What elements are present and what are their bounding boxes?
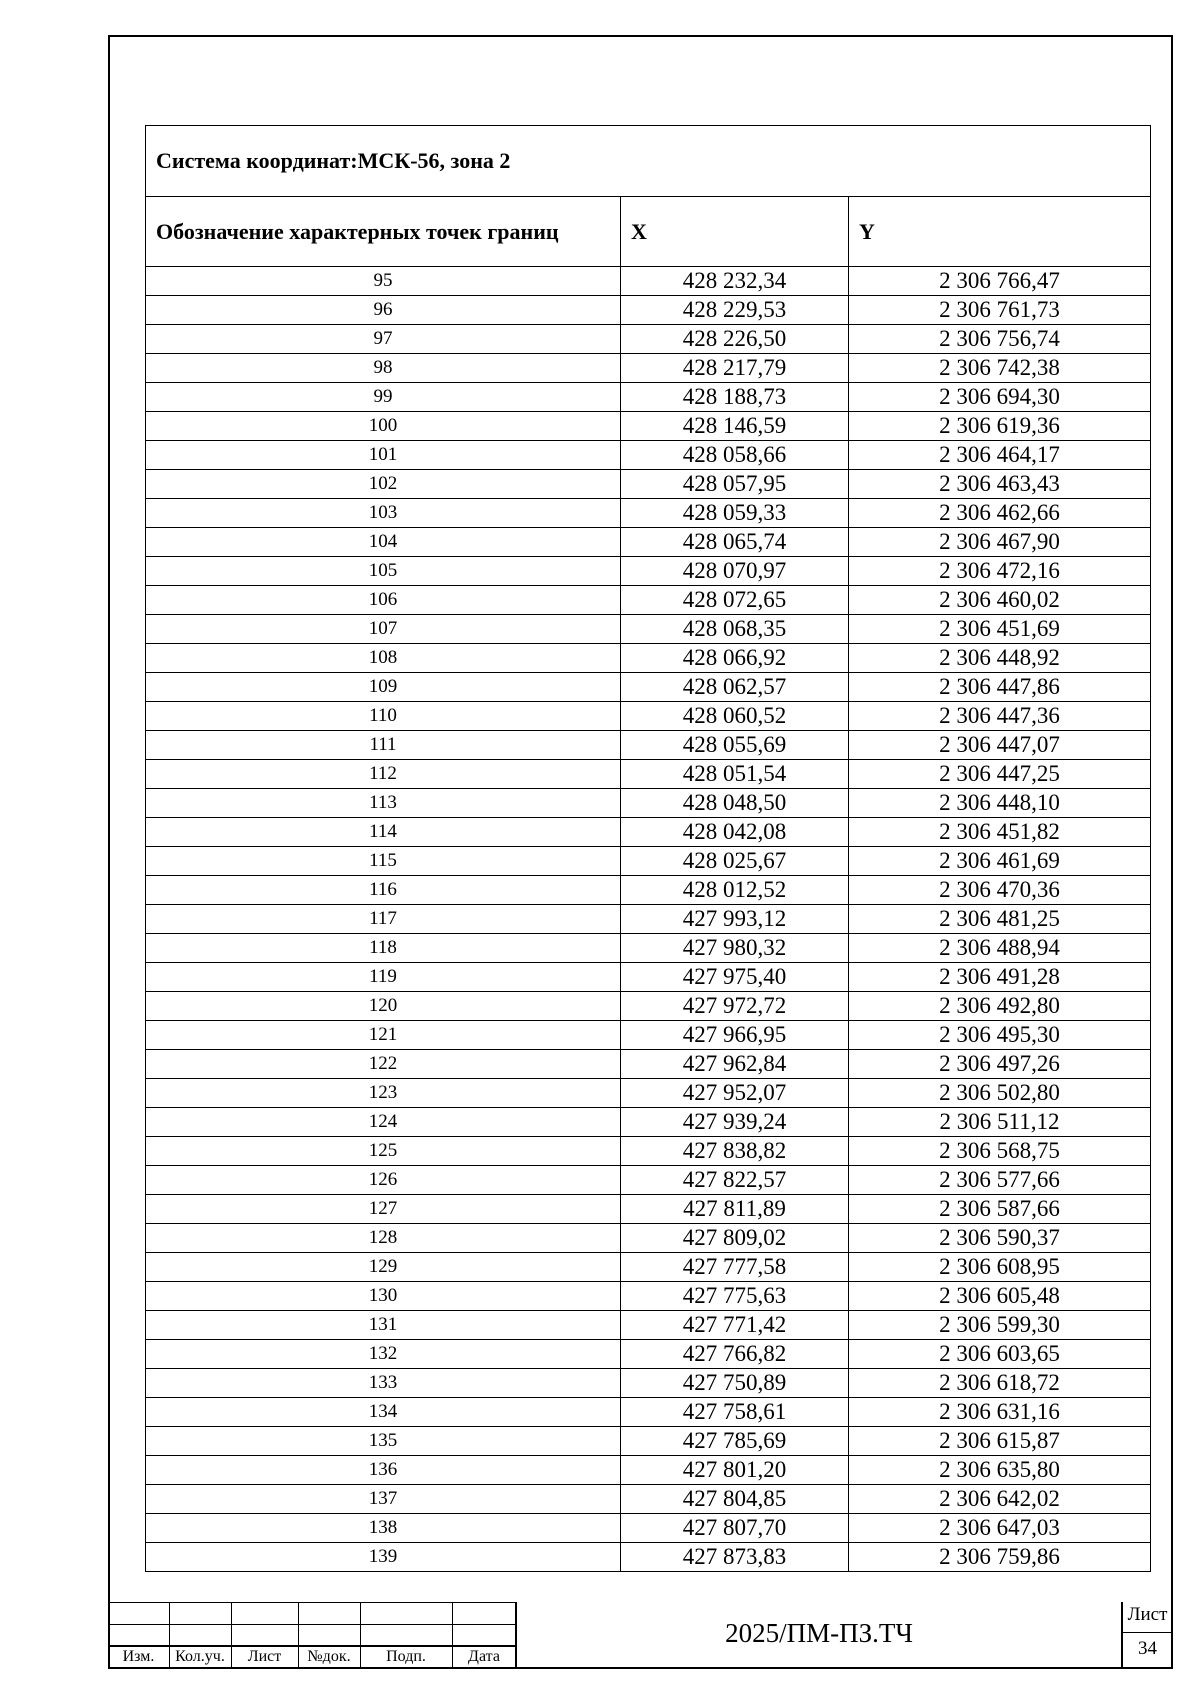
stamp-label-doc-number: №док.: [307, 1648, 351, 1665]
point-id-cell: 112: [146, 760, 621, 789]
point-id-cell: 138: [146, 1514, 621, 1543]
y-coordinate-cell: 2 306 742,38: [849, 354, 1151, 383]
sheet-number: 34: [1138, 1638, 1157, 1659]
x-coordinate-cell: 428 065,74: [621, 528, 849, 557]
point-id-cell: 136: [146, 1456, 621, 1485]
point-id-cell: 97: [146, 325, 621, 354]
y-coordinate-cell: 2 306 447,86: [849, 673, 1151, 702]
y-coordinate-cell: 2 306 647,03: [849, 1514, 1151, 1543]
table-row: [146, 963, 1151, 992]
table-row: [146, 818, 1151, 847]
point-id-cell: 119: [146, 963, 621, 992]
y-coordinate-cell: 2 306 603,65: [849, 1340, 1151, 1369]
x-coordinate-cell: 427 758,61: [621, 1398, 849, 1427]
table-row: [146, 789, 1151, 818]
y-coordinate-cell: 2 306 470,36: [849, 876, 1151, 905]
y-coordinate-cell: 2 306 461,69: [849, 847, 1151, 876]
table-row: [146, 325, 1151, 354]
point-id-cell: 123: [146, 1079, 621, 1108]
table-row: [146, 1282, 1151, 1311]
table-body: [146, 267, 1151, 1572]
point-id-cell: 95: [146, 267, 621, 296]
table-row: [146, 615, 1151, 644]
table-row: [146, 354, 1151, 383]
table-row: [146, 586, 1151, 615]
table-row: [146, 412, 1151, 441]
point-id-cell: 139: [146, 1543, 621, 1572]
point-id-cell: 131: [146, 1311, 621, 1340]
stamp-label-change: Изм.: [122, 1648, 155, 1665]
x-coordinate-cell: 428 051,54: [621, 760, 849, 789]
y-coordinate-cell: 2 306 759,86: [849, 1543, 1151, 1572]
point-id-cell: 105: [146, 557, 621, 586]
table-row: [146, 760, 1151, 789]
point-id-cell: 108: [146, 644, 621, 673]
table-row: [146, 267, 1151, 296]
y-coordinate-cell: 2 306 460,02: [849, 586, 1151, 615]
table-row: [146, 1340, 1151, 1369]
x-coordinate-cell: 427 838,82: [621, 1137, 849, 1166]
y-coordinate-cell: 2 306 590,37: [849, 1224, 1151, 1253]
x-coordinate-cell: 427 785,69: [621, 1427, 849, 1456]
point-id-cell: 110: [146, 702, 621, 731]
point-id-cell: 117: [146, 905, 621, 934]
y-coordinate-cell: 2 306 587,66: [849, 1195, 1151, 1224]
point-id-cell: 124: [146, 1108, 621, 1137]
x-coordinate-cell: 427 975,40: [621, 963, 849, 992]
point-id-cell: 102: [146, 470, 621, 499]
x-coordinate-cell: 428 232,34: [621, 267, 849, 296]
y-coordinate-cell: 2 306 631,16: [849, 1398, 1151, 1427]
y-coordinate-cell: 2 306 568,75: [849, 1137, 1151, 1166]
table-row: [146, 1166, 1151, 1195]
table-row: [146, 528, 1151, 557]
table-row: [146, 441, 1151, 470]
point-id-cell: 122: [146, 1050, 621, 1079]
y-coordinate-cell: 2 306 619,36: [849, 412, 1151, 441]
table-row: [146, 1311, 1151, 1340]
point-id-cell: 103: [146, 499, 621, 528]
x-coordinate-cell: 427 962,84: [621, 1050, 849, 1079]
x-coordinate-cell: 428 072,65: [621, 586, 849, 615]
point-id-cell: 134: [146, 1398, 621, 1427]
x-coordinate-cell: 428 066,92: [621, 644, 849, 673]
x-coordinate-cell: 427 766,82: [621, 1340, 849, 1369]
table-row: [146, 1427, 1151, 1456]
x-coordinate-cell: 428 229,53: [621, 296, 849, 325]
y-coordinate-cell: 2 306 511,12: [849, 1108, 1151, 1137]
y-coordinate-cell: 2 306 599,30: [849, 1311, 1151, 1340]
y-coordinate-cell: 2 306 488,94: [849, 934, 1151, 963]
x-coordinate-cell: 428 055,69: [621, 731, 849, 760]
y-coordinate-cell: 2 306 635,80: [849, 1456, 1151, 1485]
table-row: [146, 905, 1151, 934]
x-coordinate-cell: 427 777,58: [621, 1253, 849, 1282]
x-coordinate-cell: 427 939,24: [621, 1108, 849, 1137]
y-coordinate-cell: 2 306 451,82: [849, 818, 1151, 847]
table-row: [146, 1050, 1151, 1079]
point-id-cell: 99: [146, 383, 621, 412]
stamp-label-signature: Подп.: [386, 1648, 426, 1665]
point-id-cell: 121: [146, 1021, 621, 1050]
x-coordinate-cell: 428 025,67: [621, 847, 849, 876]
x-coordinate-cell: 427 993,12: [621, 905, 849, 934]
table-row: [146, 296, 1151, 325]
y-coordinate-cell: 2 306 608,95: [849, 1253, 1151, 1282]
x-coordinate-cell: 428 048,50: [621, 789, 849, 818]
y-coordinate-cell: 2 306 502,80: [849, 1079, 1151, 1108]
x-coordinate-cell: 427 775,63: [621, 1282, 849, 1311]
document-code: 2025/ПМ-ПЗ.ТЧ: [725, 1618, 913, 1648]
table-row: [146, 470, 1151, 499]
y-coordinate-cell: 2 306 497,26: [849, 1050, 1151, 1079]
y-coordinate-cell: 2 306 447,25: [849, 760, 1151, 789]
point-id-cell: 126: [146, 1166, 621, 1195]
x-coordinate-cell: 428 068,35: [621, 615, 849, 644]
point-id-cell: 106: [146, 586, 621, 615]
point-id-cell: 118: [146, 934, 621, 963]
table-row: [146, 702, 1151, 731]
x-coordinate-cell: 428 062,57: [621, 673, 849, 702]
x-coordinate-cell: 427 750,89: [621, 1369, 849, 1398]
title-block: [108, 1602, 1173, 1669]
x-coordinate-cell: 427 801,20: [621, 1456, 849, 1485]
x-coordinate-cell: 427 873,83: [621, 1543, 849, 1572]
y-coordinate-cell: 2 306 447,07: [849, 731, 1151, 760]
table-row: [146, 1108, 1151, 1137]
point-id-cell: 107: [146, 615, 621, 644]
table-row: [146, 1224, 1151, 1253]
point-id-cell: 116: [146, 876, 621, 905]
sheet-title: Лист: [1127, 1604, 1168, 1625]
y-coordinate-cell: 2 306 756,74: [849, 325, 1151, 354]
point-id-cell: 115: [146, 847, 621, 876]
x-coordinate-cell: 427 952,07: [621, 1079, 849, 1108]
y-coordinate-cell: 2 306 463,43: [849, 470, 1151, 499]
table-row: [146, 1021, 1151, 1050]
y-coordinate-cell: 2 306 766,47: [849, 267, 1151, 296]
x-coordinate-cell: 428 070,97: [621, 557, 849, 586]
x-coordinate-cell: 427 771,42: [621, 1311, 849, 1340]
x-coordinate-cell: 428 057,95: [621, 470, 849, 499]
y-coordinate-cell: 2 306 472,16: [849, 557, 1151, 586]
table-row: [146, 673, 1151, 702]
x-coordinate-cell: 427 972,72: [621, 992, 849, 1021]
y-coordinate-cell: 2 306 491,28: [849, 963, 1151, 992]
stamp-label-quantity: Кол.уч.: [175, 1648, 225, 1665]
x-coordinate-cell: 428 226,50: [621, 325, 849, 354]
table-row: [146, 847, 1151, 876]
point-id-cell: 114: [146, 818, 621, 847]
y-coordinate-cell: 2 306 492,80: [849, 992, 1151, 1021]
point-id-cell: 129: [146, 1253, 621, 1282]
point-id-cell: 113: [146, 789, 621, 818]
y-coordinate-cell: 2 306 605,48: [849, 1282, 1151, 1311]
coordinates-table: [145, 125, 1151, 1572]
table-row: [146, 876, 1151, 905]
x-coordinate-cell: 428 059,33: [621, 499, 849, 528]
column-header-point: Обозначение характерных точек границ: [146, 197, 621, 267]
y-coordinate-cell: 2 306 481,25: [849, 905, 1151, 934]
table-row: [146, 1485, 1151, 1514]
y-coordinate-cell: 2 306 618,72: [849, 1369, 1151, 1398]
point-id-cell: 104: [146, 528, 621, 557]
x-coordinate-cell: 427 822,57: [621, 1166, 849, 1195]
point-id-cell: 137: [146, 1485, 621, 1514]
table-row: [146, 1253, 1151, 1282]
y-coordinate-cell: 2 306 448,10: [849, 789, 1151, 818]
table-header-row: [146, 197, 1151, 267]
table-row: [146, 1398, 1151, 1427]
coordinate-system-label: Система координат:МСК-56, зона 2: [146, 126, 1151, 197]
column-header-y: Y: [849, 197, 1151, 267]
y-coordinate-cell: 2 306 495,30: [849, 1021, 1151, 1050]
point-id-cell: 109: [146, 673, 621, 702]
x-coordinate-cell: 428 188,73: [621, 383, 849, 412]
table-row: [146, 644, 1151, 673]
table-row: [146, 1543, 1151, 1572]
y-coordinate-cell: 2 306 467,90: [849, 528, 1151, 557]
y-coordinate-cell: 2 306 464,17: [849, 441, 1151, 470]
point-id-cell: 125: [146, 1137, 621, 1166]
table-row: [146, 557, 1151, 586]
point-id-cell: 135: [146, 1427, 621, 1456]
x-coordinate-cell: 427 966,95: [621, 1021, 849, 1050]
point-id-cell: 96: [146, 296, 621, 325]
point-id-cell: 98: [146, 354, 621, 383]
table-row: [146, 992, 1151, 1021]
table-row: [146, 1079, 1151, 1108]
table-row: [146, 383, 1151, 412]
x-coordinate-cell: 428 060,52: [621, 702, 849, 731]
x-coordinate-cell: 428 042,08: [621, 818, 849, 847]
y-coordinate-cell: 2 306 447,36: [849, 702, 1151, 731]
table-row: [146, 1195, 1151, 1224]
x-coordinate-cell: 427 809,02: [621, 1224, 849, 1253]
point-id-cell: 130: [146, 1282, 621, 1311]
point-id-cell: 133: [146, 1369, 621, 1398]
table-row: [146, 499, 1151, 528]
y-coordinate-cell: 2 306 615,87: [849, 1427, 1151, 1456]
point-id-cell: 128: [146, 1224, 621, 1253]
stamp-label-sheet: Лист: [247, 1648, 282, 1665]
y-coordinate-cell: 2 306 642,02: [849, 1485, 1151, 1514]
table-row: [146, 1514, 1151, 1543]
y-coordinate-cell: 2 306 451,69: [849, 615, 1151, 644]
x-coordinate-cell: 427 811,89: [621, 1195, 849, 1224]
point-id-cell: 132: [146, 1340, 621, 1369]
stamp-label-date: Дата: [468, 1648, 500, 1665]
y-coordinate-cell: 2 306 448,92: [849, 644, 1151, 673]
point-id-cell: 120: [146, 992, 621, 1021]
y-coordinate-cell: 2 306 462,66: [849, 499, 1151, 528]
point-id-cell: 101: [146, 441, 621, 470]
x-coordinate-cell: 428 012,52: [621, 876, 849, 905]
point-id-cell: 127: [146, 1195, 621, 1224]
y-coordinate-cell: 2 306 577,66: [849, 1166, 1151, 1195]
column-header-x: X: [621, 197, 849, 267]
point-id-cell: 100: [146, 412, 621, 441]
table-row: [146, 1137, 1151, 1166]
table-row: [146, 934, 1151, 963]
x-coordinate-cell: 428 058,66: [621, 441, 849, 470]
x-coordinate-cell: 427 807,70: [621, 1514, 849, 1543]
table-row: [146, 1456, 1151, 1485]
table-row: [146, 1369, 1151, 1398]
y-coordinate-cell: 2 306 694,30: [849, 383, 1151, 412]
table-row: [146, 731, 1151, 760]
x-coordinate-cell: 427 980,32: [621, 934, 849, 963]
x-coordinate-cell: 428 146,59: [621, 412, 849, 441]
y-coordinate-cell: 2 306 761,73: [849, 296, 1151, 325]
x-coordinate-cell: 427 804,85: [621, 1485, 849, 1514]
point-id-cell: 111: [146, 731, 621, 760]
x-coordinate-cell: 428 217,79: [621, 354, 849, 383]
